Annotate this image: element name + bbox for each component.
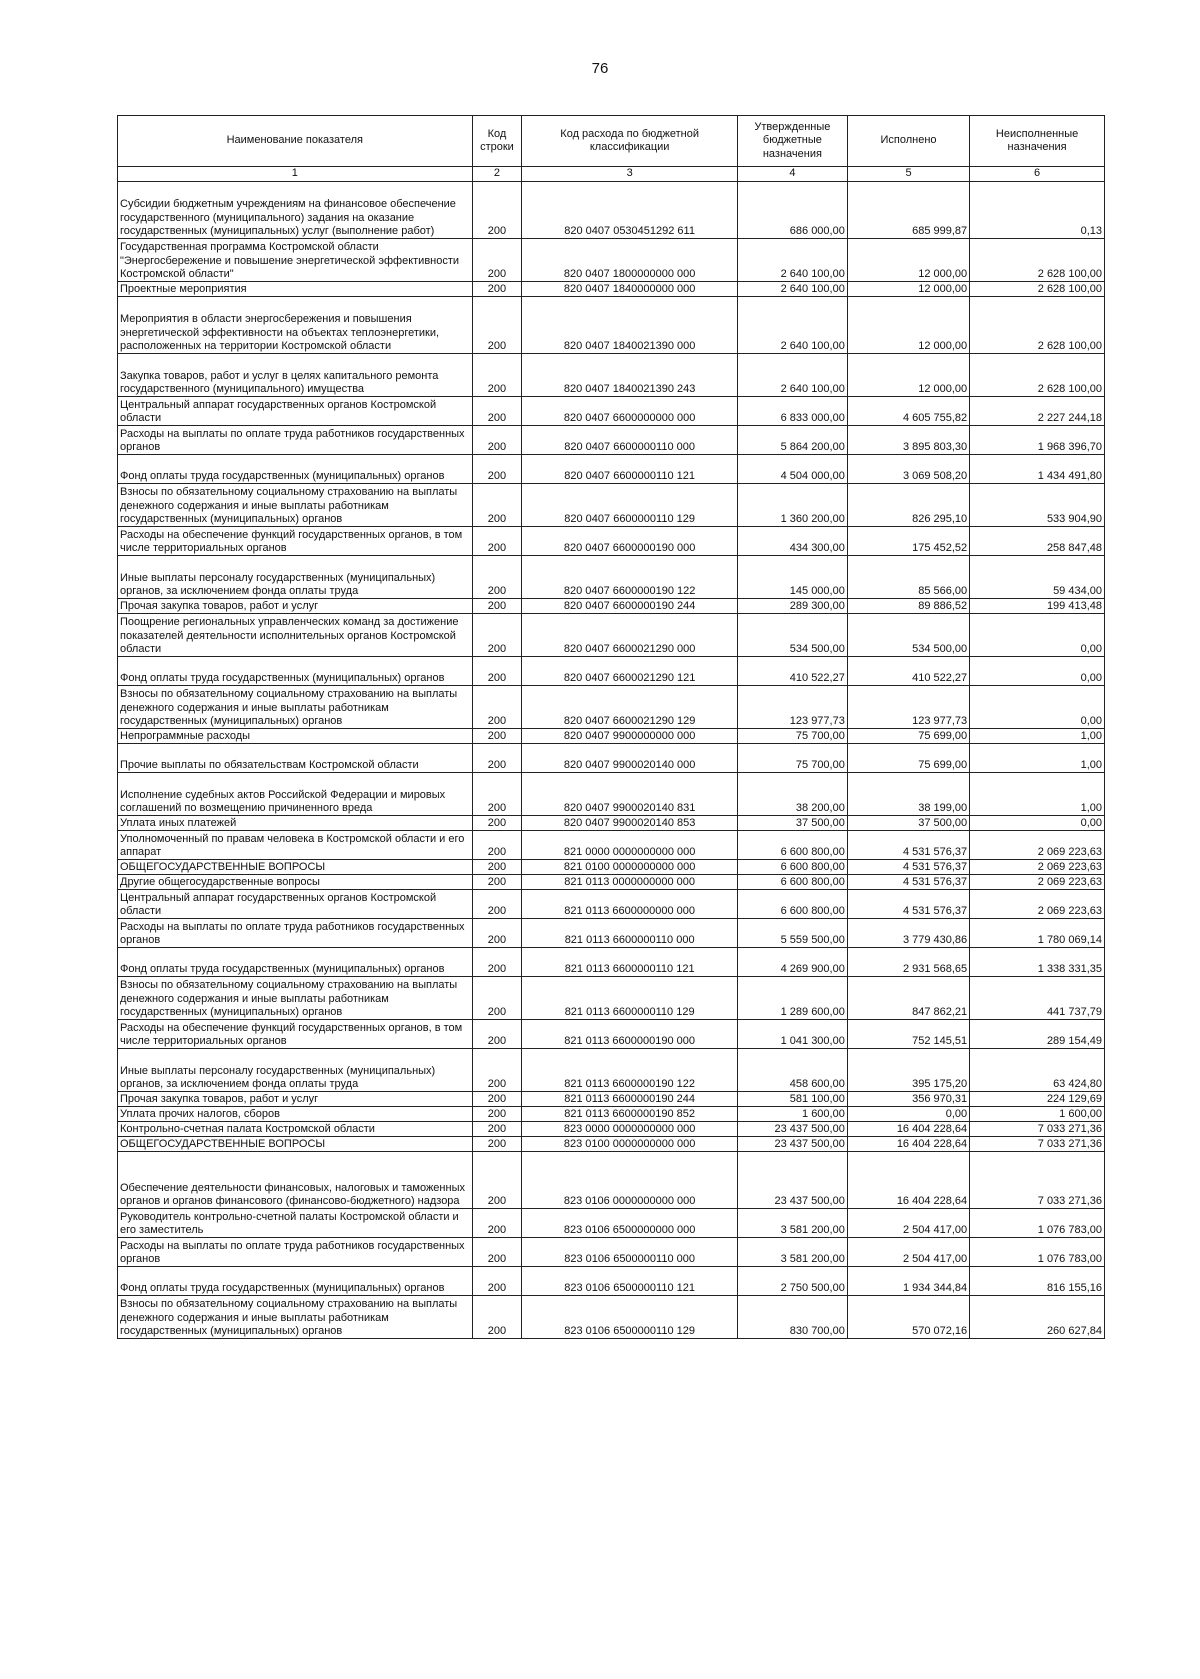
executed-amount-cell: 534 500,00 (847, 614, 969, 657)
table-row (118, 282, 1105, 297)
classification-code-cell: 823 0100 0000000000 000 (522, 1137, 738, 1152)
indicator-name-cell: Фонд оплаты труда государственных (муниципальных) органов (118, 657, 473, 686)
executed-amount-cell: 4 531 576,37 (847, 860, 969, 875)
indicator-name-cell: Взносы по обязательному социальному страхованию на выплаты денежного содержания и иные выплаты работникам государственных (муниципальных) органов (118, 686, 473, 729)
executed-amount-cell: 570 072,16 (847, 1296, 969, 1339)
approved-amount-cell: 2 640 100,00 (737, 282, 847, 297)
table-row (118, 1049, 1105, 1092)
executed-amount-cell: 4 531 576,37 (847, 831, 969, 860)
unexecuted-amount-cell: 7 033 271,36 (970, 1122, 1105, 1137)
unexecuted-amount-cell: 2 227 244,18 (970, 397, 1105, 426)
table-row (118, 919, 1105, 948)
unexecuted-amount-cell: 199 413,48 (970, 599, 1105, 614)
classification-code-cell: 820 0407 0530451292 611 (522, 182, 738, 239)
indicator-name-cell: Уплата иных платежей (118, 816, 473, 831)
executed-amount-cell: 75 699,00 (847, 729, 969, 744)
table-row (118, 1092, 1105, 1107)
line-code-cell: 200 (472, 1020, 522, 1049)
classification-code-cell: 823 0106 6500000000 000 (522, 1209, 738, 1238)
approved-amount-cell: 434 300,00 (737, 527, 847, 556)
unexecuted-amount-cell: 63 424,80 (970, 1049, 1105, 1092)
executed-amount-cell: 12 000,00 (847, 354, 969, 397)
executed-amount-cell: 2 504 417,00 (847, 1238, 969, 1267)
indicator-name-cell: Закупка товаров, работ и услуг в целях капитального ремонта государственного (муниципального) имущества (118, 354, 473, 397)
header-executed: Исполнено (847, 116, 969, 167)
classification-code-cell: 821 0113 6600000110 121 (522, 948, 738, 977)
executed-amount-cell: 16 404 228,64 (847, 1152, 969, 1209)
classification-code-cell: 821 0113 6600000110 129 (522, 977, 738, 1020)
column-number: 1 (118, 167, 473, 182)
approved-amount-cell: 686 000,00 (737, 182, 847, 239)
column-number: 6 (970, 167, 1105, 182)
line-code-cell: 200 (472, 1049, 522, 1092)
unexecuted-amount-cell: 816 155,16 (970, 1267, 1105, 1296)
table-row (118, 773, 1105, 816)
classification-code-cell: 821 0113 6600000190 852 (522, 1107, 738, 1122)
line-code-cell: 200 (472, 831, 522, 860)
indicator-name-cell: Поощрение региональных управленческих команд за достижение показателей деятельности исполнительных органов Костромской области (118, 614, 473, 657)
approved-amount-cell: 2 640 100,00 (737, 239, 847, 282)
classification-code-cell: 821 0113 0000000000 000 (522, 875, 738, 890)
indicator-name-cell: Расходы на выплаты по оплате труда работников государственных органов (118, 1238, 473, 1267)
table-row (118, 860, 1105, 875)
executed-amount-cell: 826 295,10 (847, 484, 969, 527)
line-code-cell: 200 (472, 977, 522, 1020)
line-code-cell: 200 (472, 1267, 522, 1296)
table-row (118, 1137, 1105, 1152)
unexecuted-amount-cell: 7 033 271,36 (970, 1137, 1105, 1152)
unexecuted-amount-cell: 2 628 100,00 (970, 297, 1105, 354)
indicator-name-cell: Расходы на выплаты по оплате труда работников государственных органов (118, 919, 473, 948)
executed-amount-cell: 4 605 755,82 (847, 397, 969, 426)
table-row (118, 948, 1105, 977)
executed-amount-cell: 3 779 430,86 (847, 919, 969, 948)
approved-amount-cell: 5 864 200,00 (737, 426, 847, 455)
unexecuted-amount-cell: 0,00 (970, 686, 1105, 729)
approved-amount-cell: 75 700,00 (737, 729, 847, 744)
unexecuted-amount-cell: 0,13 (970, 182, 1105, 239)
classification-code-cell: 821 0100 0000000000 000 (522, 860, 738, 875)
table-row (118, 1209, 1105, 1238)
column-number: 5 (847, 167, 969, 182)
unexecuted-amount-cell: 289 154,49 (970, 1020, 1105, 1049)
executed-amount-cell: 123 977,73 (847, 686, 969, 729)
line-code-cell: 200 (472, 297, 522, 354)
unexecuted-amount-cell: 1,00 (970, 773, 1105, 816)
executed-amount-cell: 75 699,00 (847, 744, 969, 773)
classification-code-cell: 821 0113 6600000110 000 (522, 919, 738, 948)
indicator-name-cell: Прочая закупка товаров, работ и услуг (118, 599, 473, 614)
budget-execution-table (117, 115, 1105, 1339)
unexecuted-amount-cell: 260 627,84 (970, 1296, 1105, 1339)
classification-code-cell: 823 0106 6500000110 000 (522, 1238, 738, 1267)
classification-code-cell: 820 0407 6600000110 129 (522, 484, 738, 527)
executed-amount-cell: 37 500,00 (847, 816, 969, 831)
line-code-cell: 200 (472, 875, 522, 890)
executed-amount-cell: 685 999,87 (847, 182, 969, 239)
line-code-cell: 200 (472, 816, 522, 831)
indicator-name-cell: Центральный аппарат государственных органов Костромской области (118, 890, 473, 919)
approved-amount-cell: 2 640 100,00 (737, 354, 847, 397)
executed-amount-cell: 16 404 228,64 (847, 1137, 969, 1152)
line-code-cell: 200 (472, 1238, 522, 1267)
line-code-cell: 200 (472, 744, 522, 773)
unexecuted-amount-cell: 533 904,90 (970, 484, 1105, 527)
executed-amount-cell: 2 504 417,00 (847, 1209, 969, 1238)
indicator-name-cell: Руководитель контрольно-счетной палаты Костромской области и его заместитель (118, 1209, 473, 1238)
indicator-name-cell: Уполномоченный по правам человека в Костромской области и его аппарат (118, 831, 473, 860)
approved-amount-cell: 1 041 300,00 (737, 1020, 847, 1049)
classification-code-cell: 820 0407 6600000000 000 (522, 397, 738, 426)
indicator-name-cell: Иные выплаты персоналу государственных (муниципальных) органов, за исключением фонда оплаты труда (118, 556, 473, 599)
approved-amount-cell: 2 750 500,00 (737, 1267, 847, 1296)
header-approved: Утвержденные бюджетные назначения (737, 116, 847, 167)
executed-amount-cell: 12 000,00 (847, 297, 969, 354)
classification-code-cell: 820 0407 9900020140 853 (522, 816, 738, 831)
indicator-name-cell: Непрограммные расходы (118, 729, 473, 744)
classification-code-cell: 823 0106 6500000110 129 (522, 1296, 738, 1339)
table-row (118, 1238, 1105, 1267)
indicator-name-cell: Иные выплаты персоналу государственных (муниципальных) органов, за исключением фонда оплаты труда (118, 1049, 473, 1092)
table-row (118, 297, 1105, 354)
approved-amount-cell: 123 977,73 (737, 686, 847, 729)
line-code-cell: 200 (472, 657, 522, 686)
unexecuted-amount-cell: 0,00 (970, 816, 1105, 831)
line-code-cell: 200 (472, 1152, 522, 1209)
line-code-cell: 200 (472, 1209, 522, 1238)
classification-code-cell: 820 0407 6600021290 000 (522, 614, 738, 657)
executed-amount-cell: 85 566,00 (847, 556, 969, 599)
indicator-name-cell: Фонд оплаты труда государственных (муниципальных) органов (118, 948, 473, 977)
classification-code-cell: 820 0407 1800000000 000 (522, 239, 738, 282)
approved-amount-cell: 38 200,00 (737, 773, 847, 816)
table-row (118, 1152, 1105, 1209)
table-row (118, 657, 1105, 686)
approved-amount-cell: 6 833 000,00 (737, 397, 847, 426)
table-row (118, 182, 1105, 239)
line-code-cell: 200 (472, 527, 522, 556)
classification-code-cell: 820 0407 9900020140 000 (522, 744, 738, 773)
executed-amount-cell: 12 000,00 (847, 239, 969, 282)
approved-amount-cell: 1 289 600,00 (737, 977, 847, 1020)
line-code-cell: 200 (472, 773, 522, 816)
indicator-name-cell: Другие общегосударственные вопросы (118, 875, 473, 890)
table-row (118, 1107, 1105, 1122)
table-row (118, 686, 1105, 729)
table-row (118, 556, 1105, 599)
unexecuted-amount-cell: 1 780 069,14 (970, 919, 1105, 948)
table-row (118, 1296, 1105, 1339)
header-unexecuted: Неисполненные назначения (970, 116, 1105, 167)
table-row (118, 354, 1105, 397)
executed-amount-cell: 356 970,31 (847, 1092, 969, 1107)
classification-code-cell: 821 0113 6600000190 244 (522, 1092, 738, 1107)
table-row (118, 1267, 1105, 1296)
line-code-cell: 200 (472, 686, 522, 729)
line-code-cell: 200 (472, 282, 522, 297)
unexecuted-amount-cell: 1,00 (970, 744, 1105, 773)
table-row (118, 397, 1105, 426)
unexecuted-amount-cell: 2 069 223,63 (970, 875, 1105, 890)
unexecuted-amount-cell: 1 076 783,00 (970, 1238, 1105, 1267)
classification-code-cell: 820 0407 6600000190 000 (522, 527, 738, 556)
table-row (118, 977, 1105, 1020)
indicator-name-cell: Обеспечение деятельности финансовых, налоговых и таможенных органов и органов финансового (финансово-бюджетного) надзора (118, 1152, 473, 1209)
executed-amount-cell: 4 531 576,37 (847, 875, 969, 890)
line-code-cell: 200 (472, 1137, 522, 1152)
table-row (118, 890, 1105, 919)
approved-amount-cell: 458 600,00 (737, 1049, 847, 1092)
table-row (118, 875, 1105, 890)
indicator-name-cell: ОБЩЕГОСУДАРСТВЕННЫЕ ВОПРОСЫ (118, 860, 473, 875)
line-code-cell: 200 (472, 182, 522, 239)
unexecuted-amount-cell: 441 737,79 (970, 977, 1105, 1020)
executed-amount-cell: 3 895 803,30 (847, 426, 969, 455)
executed-amount-cell: 89 886,52 (847, 599, 969, 614)
unexecuted-amount-cell: 2 628 100,00 (970, 354, 1105, 397)
table-row (118, 239, 1105, 282)
line-code-cell: 200 (472, 948, 522, 977)
approved-amount-cell: 830 700,00 (737, 1296, 847, 1339)
approved-amount-cell: 534 500,00 (737, 614, 847, 657)
classification-code-cell: 820 0407 6600021290 129 (522, 686, 738, 729)
unexecuted-amount-cell: 1 434 491,80 (970, 455, 1105, 484)
line-code-cell: 200 (472, 426, 522, 455)
table-row (118, 831, 1105, 860)
approved-amount-cell: 145 000,00 (737, 556, 847, 599)
header-classification-code: Код расхода по бюджетной классификации (522, 116, 738, 167)
classification-code-cell: 820 0407 6600000190 122 (522, 556, 738, 599)
unexecuted-amount-cell: 224 129,69 (970, 1092, 1105, 1107)
unexecuted-amount-cell: 2 069 223,63 (970, 890, 1105, 919)
unexecuted-amount-cell: 2 069 223,63 (970, 831, 1105, 860)
table-row (118, 426, 1105, 455)
unexecuted-amount-cell: 7 033 271,36 (970, 1152, 1105, 1209)
indicator-name-cell: Фонд оплаты труда государственных (муниципальных) органов (118, 1267, 473, 1296)
indicator-name-cell: Центральный аппарат государственных органов Костромской области (118, 397, 473, 426)
classification-code-cell: 820 0407 1840000000 000 (522, 282, 738, 297)
classification-code-cell: 820 0407 9900020140 831 (522, 773, 738, 816)
table-row (118, 729, 1105, 744)
unexecuted-amount-cell: 2 628 100,00 (970, 239, 1105, 282)
approved-amount-cell: 1 600,00 (737, 1107, 847, 1122)
unexecuted-amount-cell: 2 069 223,63 (970, 860, 1105, 875)
line-code-cell: 200 (472, 484, 522, 527)
indicator-name-cell: Мероприятия в области энергосбережения и повышения энергетической эффективности на объектах теплоэнергетики, расположенных на территории Костромской области (118, 297, 473, 354)
indicator-name-cell: Контрольно-счетная палата Костромской области (118, 1122, 473, 1137)
indicator-name-cell: Субсидии бюджетным учреждениям на финансовое обеспечение государственного (муниципального) задания на оказание государственных (муниципальных) услуг (выполнение работ) (118, 182, 473, 239)
line-code-cell: 200 (472, 239, 522, 282)
executed-amount-cell: 395 175,20 (847, 1049, 969, 1092)
approved-amount-cell: 6 600 800,00 (737, 890, 847, 919)
approved-amount-cell: 581 100,00 (737, 1092, 847, 1107)
unexecuted-amount-cell: 59 434,00 (970, 556, 1105, 599)
approved-amount-cell: 23 437 500,00 (737, 1152, 847, 1209)
approved-amount-cell: 289 300,00 (737, 599, 847, 614)
table-row (118, 527, 1105, 556)
classification-code-cell: 821 0113 6600000190 000 (522, 1020, 738, 1049)
executed-amount-cell: 0,00 (847, 1107, 969, 1122)
approved-amount-cell: 3 581 200,00 (737, 1238, 847, 1267)
table-row (118, 599, 1105, 614)
table-body (118, 182, 1105, 1339)
indicator-name-cell: Расходы на обеспечение функций государственных органов, в том числе территориальных органов (118, 527, 473, 556)
classification-code-cell: 823 0106 6500000110 121 (522, 1267, 738, 1296)
classification-code-cell: 820 0407 6600000110 000 (522, 426, 738, 455)
approved-amount-cell: 1 360 200,00 (737, 484, 847, 527)
table-row (118, 1122, 1105, 1137)
unexecuted-amount-cell: 1 968 396,70 (970, 426, 1105, 455)
classification-code-cell: 820 0407 1840021390 243 (522, 354, 738, 397)
unexecuted-amount-cell: 1,00 (970, 729, 1105, 744)
executed-amount-cell: 16 404 228,64 (847, 1122, 969, 1137)
executed-amount-cell: 1 934 344,84 (847, 1267, 969, 1296)
indicator-name-cell: Прочая закупка товаров, работ и услуг (118, 1092, 473, 1107)
approved-amount-cell: 6 600 800,00 (737, 875, 847, 890)
executed-amount-cell: 175 452,52 (847, 527, 969, 556)
line-code-cell: 200 (472, 1296, 522, 1339)
unexecuted-amount-cell: 258 847,48 (970, 527, 1105, 556)
approved-amount-cell: 6 600 800,00 (737, 831, 847, 860)
executed-amount-cell: 4 531 576,37 (847, 890, 969, 919)
indicator-name-cell: Расходы на обеспечение функций государственных органов, в том числе территориальных органов (118, 1020, 473, 1049)
approved-amount-cell: 2 640 100,00 (737, 297, 847, 354)
classification-code-cell: 820 0407 6600000190 244 (522, 599, 738, 614)
indicator-name-cell: Взносы по обязательному социальному страхованию на выплаты денежного содержания и иные выплаты работникам государственных (муниципальных) органов (118, 484, 473, 527)
indicator-name-cell: Проектные мероприятия (118, 282, 473, 297)
table-row (118, 455, 1105, 484)
unexecuted-amount-cell: 1 076 783,00 (970, 1209, 1105, 1238)
column-number: 2 (472, 167, 522, 182)
column-number: 3 (522, 167, 738, 182)
approved-amount-cell: 4 504 000,00 (737, 455, 847, 484)
table-row (118, 614, 1105, 657)
approved-amount-cell: 4 269 900,00 (737, 948, 847, 977)
indicator-name-cell: Фонд оплаты труда государственных (муниципальных) органов (118, 455, 473, 484)
indicator-name-cell: Прочие выплаты по обязательствам Костромской области (118, 744, 473, 773)
approved-amount-cell: 37 500,00 (737, 816, 847, 831)
unexecuted-amount-cell: 1 338 331,35 (970, 948, 1105, 977)
line-code-cell: 200 (472, 556, 522, 599)
column-number: 4 (737, 167, 847, 182)
approved-amount-cell: 3 581 200,00 (737, 1209, 847, 1238)
classification-code-cell: 820 0407 6600000110 121 (522, 455, 738, 484)
table-row (118, 1020, 1105, 1049)
indicator-name-cell: Взносы по обязательному социальному страхованию на выплаты денежного содержания и иные выплаты работникам государственных (муниципальных) органов (118, 977, 473, 1020)
classification-code-cell: 820 0407 1840021390 000 (522, 297, 738, 354)
page-number: 76 (591, 60, 609, 77)
classification-code-cell: 823 0000 0000000000 000 (522, 1122, 738, 1137)
unexecuted-amount-cell: 0,00 (970, 614, 1105, 657)
line-code-cell: 200 (472, 354, 522, 397)
unexecuted-amount-cell: 0,00 (970, 657, 1105, 686)
line-code-cell: 200 (472, 599, 522, 614)
table-header-row (118, 116, 1105, 167)
indicator-name-cell: ОБЩЕГОСУДАРСТВЕННЫЕ ВОПРОСЫ (118, 1137, 473, 1152)
executed-amount-cell: 3 069 508,20 (847, 455, 969, 484)
indicator-name-cell: Уплата прочих налогов, сборов (118, 1107, 473, 1122)
classification-code-cell: 820 0407 9900000000 000 (522, 729, 738, 744)
line-code-cell: 200 (472, 890, 522, 919)
line-code-cell: 200 (472, 455, 522, 484)
executed-amount-cell: 12 000,00 (847, 282, 969, 297)
indicator-name-cell: Государственная программа Костромской области "Энергосбережение и повышение энергетической эффективности Костромской области" (118, 239, 473, 282)
indicator-name-cell: Исполнение судебных актов Российской Федерации и мировых соглашений по возмещению причиненного вреда (118, 773, 473, 816)
unexecuted-amount-cell: 1 600,00 (970, 1107, 1105, 1122)
line-code-cell: 200 (472, 397, 522, 426)
approved-amount-cell: 23 437 500,00 (737, 1122, 847, 1137)
classification-code-cell: 823 0106 0000000000 000 (522, 1152, 738, 1209)
approved-amount-cell: 5 559 500,00 (737, 919, 847, 948)
classification-code-cell: 821 0000 0000000000 000 (522, 831, 738, 860)
unexecuted-amount-cell: 2 628 100,00 (970, 282, 1105, 297)
table-row (118, 744, 1105, 773)
table-column-numbers-row (118, 167, 1105, 182)
line-code-cell: 200 (472, 729, 522, 744)
table-row (118, 484, 1105, 527)
classification-code-cell: 821 0113 6600000190 122 (522, 1049, 738, 1092)
line-code-cell: 200 (472, 1122, 522, 1137)
executed-amount-cell: 410 522,27 (847, 657, 969, 686)
line-code-cell: 200 (472, 860, 522, 875)
executed-amount-cell: 847 862,21 (847, 977, 969, 1020)
approved-amount-cell: 23 437 500,00 (737, 1137, 847, 1152)
line-code-cell: 200 (472, 919, 522, 948)
indicator-name-cell: Расходы на выплаты по оплате труда работников государственных органов (118, 426, 473, 455)
line-code-cell: 200 (472, 614, 522, 657)
classification-code-cell: 820 0407 6600021290 121 (522, 657, 738, 686)
table-row (118, 816, 1105, 831)
classification-code-cell: 821 0113 6600000000 000 (522, 890, 738, 919)
line-code-cell: 200 (472, 1092, 522, 1107)
approved-amount-cell: 410 522,27 (737, 657, 847, 686)
header-indicator-name: Наименование показателя (118, 116, 473, 167)
approved-amount-cell: 75 700,00 (737, 744, 847, 773)
line-code-cell: 200 (472, 1107, 522, 1122)
executed-amount-cell: 2 931 568,65 (847, 948, 969, 977)
executed-amount-cell: 752 145,51 (847, 1020, 969, 1049)
header-line-code: Код строки (472, 116, 522, 167)
executed-amount-cell: 38 199,00 (847, 773, 969, 816)
indicator-name-cell: Взносы по обязательному социальному страхованию на выплаты денежного содержания и иные выплаты работникам государственных (муниципальных) органов (118, 1296, 473, 1339)
approved-amount-cell: 6 600 800,00 (737, 860, 847, 875)
